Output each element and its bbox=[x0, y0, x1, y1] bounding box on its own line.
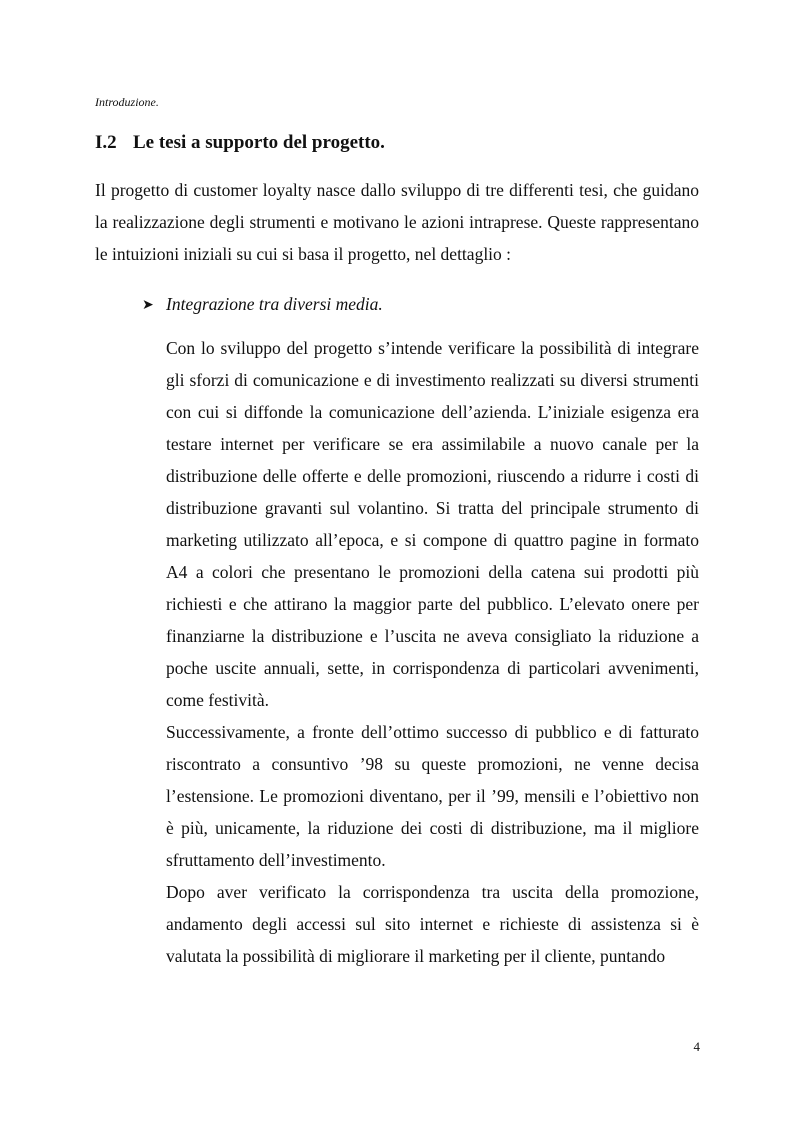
bullet-body bbox=[166, 332, 699, 972]
body-paragraph: Dopo aver verificato la corrispondenza tra uscita della promozione, andamento degli accessi sul sito internet e richieste di assistenza si è valutata la possibilità di migliorare il marketing per il cliente, puntando bbox=[166, 882, 699, 966]
running-header: Introduzione. bbox=[95, 95, 159, 109]
bullet-title: Integrazione tra diversi media. bbox=[166, 294, 383, 314]
section-title: Le tesi a supporto del progetto. bbox=[133, 132, 385, 153]
intro-paragraph: Il progetto di customer loyalty nasce dallo sviluppo di tre differenti tesi, che guidano la realizzazione degli strumenti e motivano le azioni intraprese. Queste rappresentano le intuizioni iniziali su cui si basa il progetto, nel dettaglio : bbox=[95, 180, 699, 264]
section-number: I.2 bbox=[95, 132, 117, 153]
page-number: 4 bbox=[693, 1039, 700, 1054]
section-heading bbox=[95, 130, 385, 156]
arrow-bullet-icon: ➤ bbox=[142, 298, 154, 313]
bullet-item bbox=[142, 288, 383, 322]
body-paragraph: Con lo sviluppo del progetto s’intende verificare la possibilità di integrare gli sforzi di comunicazione e di investimento realizzati su diversi strumenti con cui si diffonde la comunicazione dell’azienda. L’iniziale esigenza era testare internet per verificare se era assimilabile a nuovo canale per la distribuzione delle offerte e delle promozioni, riuscendo a ridurre i costi di distribuzione gravanti sul volantino. Si tratta del principale strumento di marketing utilizzato all’epoca, e si compone di quattro pagine in formato A4 a colori che presentano le promozioni della catena sui prodotti più richiesti e che attirano la maggior parte del pubblico. L’elevato onere per finanziarne la distribuzione e l’uscita ne aveva consigliato la riduzione a poche uscite annuali, sette, in corrispondenza di particolari avvenimenti, come festività. bbox=[166, 338, 699, 710]
body-paragraph: Successivamente, a fronte dell’ottimo successo di pubblico e di fatturato riscontrato a consuntivo ’98 su queste promozioni, ne venne decisa l’estensione. Le promozioni diventano, per il ’99, mensili e l’obiettivo non è più, unicamente, la riduzione dei costi di distribuzione, ma il migliore sfruttamento dell’investimento. bbox=[166, 722, 699, 870]
